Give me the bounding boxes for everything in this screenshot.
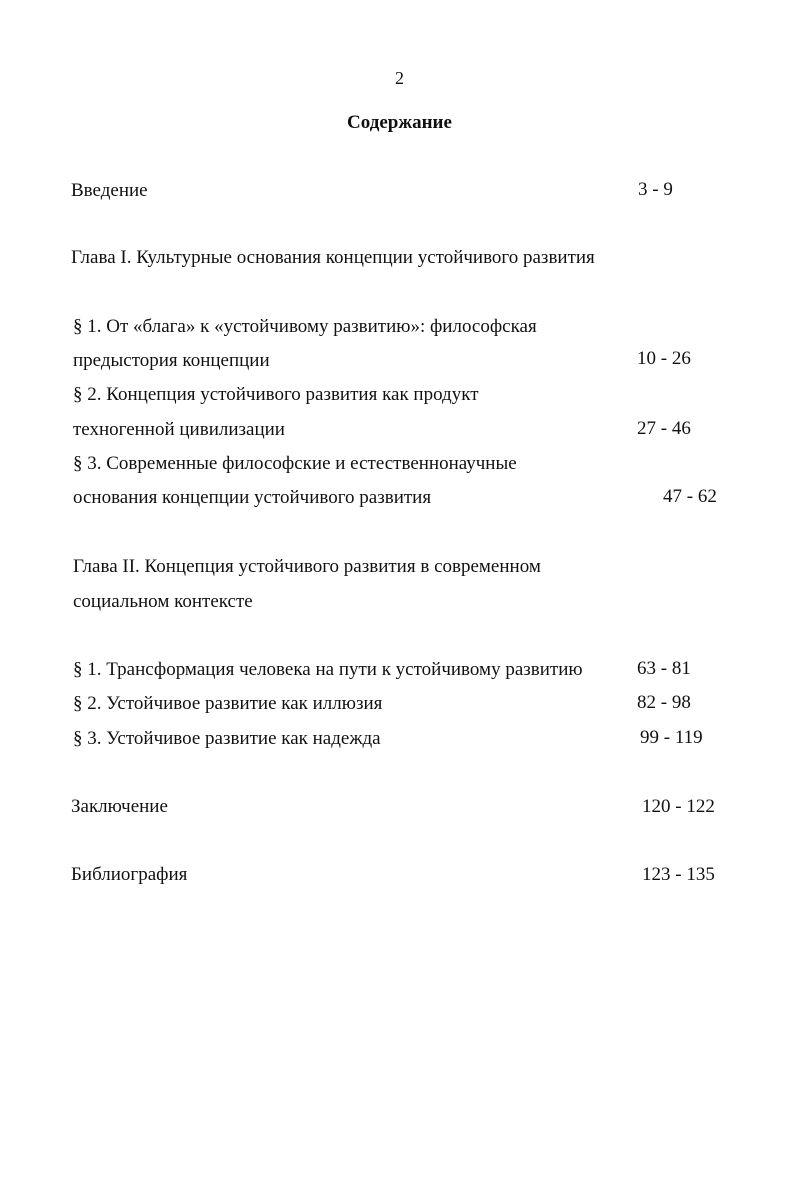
ch1-section-2-pages: 27 - 46: [637, 418, 691, 439]
ch1-section-3-pages: 47 - 62: [663, 486, 717, 507]
toc-bibliography-label: Библиография: [71, 864, 188, 885]
ch1-section-3-line2: основания концепции устойчивого развития: [73, 487, 432, 508]
toc-intro-label: Введение: [71, 180, 148, 201]
ch1-section-1-line1: § 1. От «блага» к «устойчивому развитию»: философская: [73, 316, 537, 337]
ch2-section-1-label: § 1. Трансформация человека на пути к устойчивому развитию: [73, 659, 583, 680]
page-title: Содержание: [347, 112, 452, 133]
chapter-1-heading: Глава I. Культурные основания концепции устойчивого развития: [71, 247, 595, 268]
ch1-section-1-pages: 10 - 26: [637, 348, 691, 369]
toc-intro-pages: 3 - 9: [638, 179, 673, 200]
chapter-2-heading-line1: Глава II. Концепция устойчивого развития в современном: [73, 556, 541, 577]
ch2-section-2-label: § 2. Устойчивое развитие как иллюзия: [73, 693, 383, 714]
toc-bibliography-pages: 123 - 135: [642, 864, 715, 885]
ch1-section-1-line2: предыстория концепции: [73, 350, 270, 371]
ch2-section-2-pages: 82 - 98: [637, 692, 691, 713]
ch2-section-3-label: § 3. Устойчивое развитие как надежда: [73, 728, 381, 749]
ch2-section-3-pages: 99 - 119: [640, 727, 703, 748]
toc-conclusion-pages: 120 - 122: [642, 796, 715, 817]
ch1-section-2-line1: § 2. Концепция устойчивого развития как продукт: [73, 384, 479, 405]
ch2-section-1-pages: 63 - 81: [637, 658, 691, 679]
page-number: 2: [395, 68, 404, 88]
ch1-section-2-line2: техногенной цивилизации: [73, 419, 285, 440]
ch1-section-3-line1: § 3. Современные философские и естественнонаучные: [73, 453, 517, 474]
chapter-2-heading-line2: социальном контексте: [73, 591, 253, 612]
toc-conclusion-label: Заключение: [71, 796, 168, 817]
